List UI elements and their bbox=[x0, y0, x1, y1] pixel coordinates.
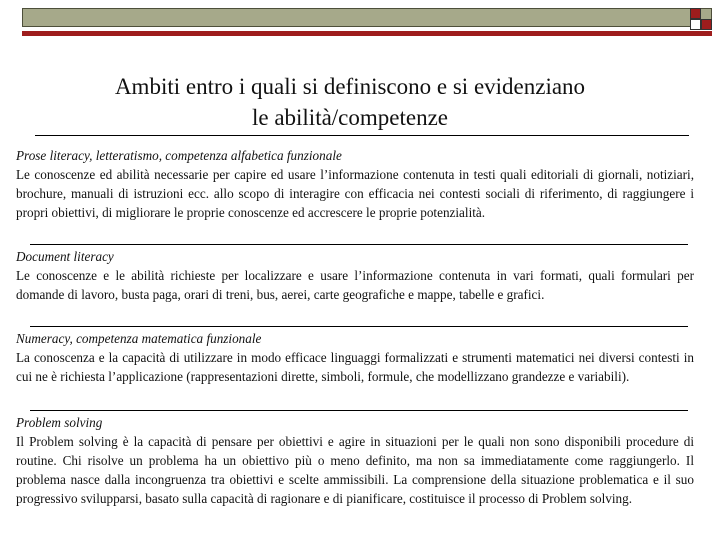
section-document-literacy bbox=[16, 247, 694, 304]
section-prose-literacy bbox=[16, 146, 694, 222]
section-problem-solving bbox=[16, 413, 694, 508]
decor-square-icon bbox=[690, 8, 701, 19]
header-olive-band bbox=[22, 8, 712, 27]
slide-title bbox=[0, 71, 700, 133]
section-heading: Document literacy bbox=[16, 249, 114, 264]
section-divider bbox=[30, 326, 688, 327]
section-heading: Prose literacy, letteratismo, competenza alfabetica funzionale bbox=[16, 148, 342, 163]
section-body: La conoscenza e la capacità di utilizzare in modo efficace linguaggi formalizzati e strumenti matematici nei diversi contesti in cui ne è richiesta l’applicazione (rappresentazioni dirette, simboli, formule, che modellizzano grandezze e variabili). bbox=[16, 350, 694, 384]
section-heading: Numeracy, competenza matematica funzionale bbox=[16, 331, 262, 346]
section-divider bbox=[30, 410, 688, 411]
header-red-band bbox=[22, 31, 712, 36]
section-heading: Problem solving bbox=[16, 415, 103, 430]
decor-square-icon bbox=[701, 19, 712, 30]
section-numeracy bbox=[16, 329, 694, 386]
section-body: Le conoscenze ed abilità necessarie per capire ed usare l’informazione contenuta in testi quali editoriali di giornali, notiziari, brochure, manuali di istruzioni ecc. allo scopo di interagire con efficacia nei contesti sociali di riferimento, di raggiungere i propri obiettivi, di migliorare le proprie conoscenze ed accrescere le proprie potenzialità. bbox=[16, 167, 694, 220]
slide-title-line-1: Ambiti entro i quali si definiscono e si evidenziano bbox=[114, 74, 586, 99]
section-body: Il Problem solving è la capacità di pensare per obiettivi e agire in situazioni per le quali non sono disponibili procedure di routine. Chi risolve un problema ha un obiettivo più o meno definito, ma non sa immediatamente come raggiungerlo. Il problema nasce dalla incongruenza tra obiettivi e scelte ammissibili. La comprensione della situazione problematica e il suo progressivo svilupparsi, basato sulla capacità di ragionare e di pianificare, costituisce il processo di Problem solving. bbox=[16, 434, 694, 506]
section-body: Le conoscenze e le abilità richieste per localizzare e usare l’informazione contenuta in vari formati, quali formulari per domande di lavoro, busta paga, orari di treni, bus, aerei, carte geografiche e mappe, tabelle e grafici. bbox=[16, 268, 694, 302]
decor-square-icon bbox=[690, 19, 701, 30]
slide-header-bar bbox=[22, 8, 712, 38]
title-divider bbox=[35, 135, 689, 136]
slide-title-line-2: le abilità/competenze bbox=[251, 105, 449, 130]
section-divider bbox=[30, 244, 688, 245]
